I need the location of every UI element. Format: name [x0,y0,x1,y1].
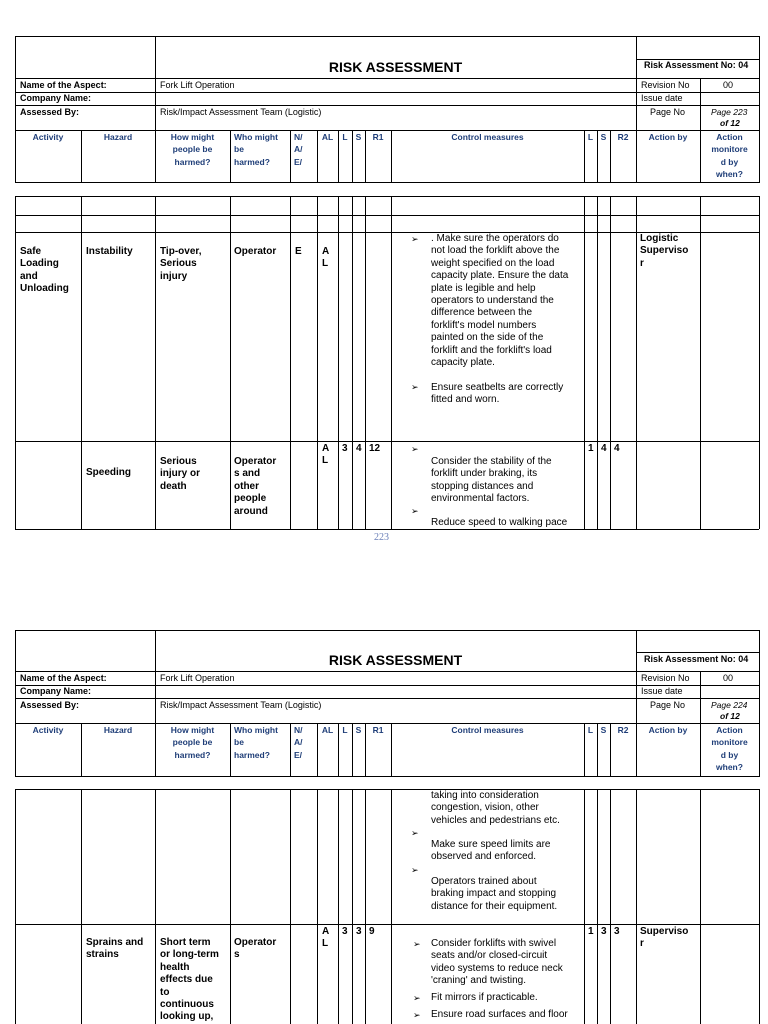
page-no-value: Page 223 [711,107,748,117]
bullet-arrow-icon: ➢ [411,865,419,875]
row1-control-a: . Make sure the operators do not load the forklift above the weight specified on the load capacity plate. Ensure the data plate is legible and help operators to understand the difference between the forklift's model numbers painted on the side of the forklift and the forklift's load capacity plate. [431,233,569,369]
col-activity: Activity [32,132,64,142]
assessed-by-value: Risk/Impact Assessment Team (Logistic) [160,107,322,117]
col-al: AL [321,132,334,142]
row4-action-by: Superviso r [640,926,689,950]
col-control-measures: Control measures [451,725,524,735]
bullet-arrow-icon: ➢ [413,993,421,1003]
aspect-value: Fork Lift Operation [160,80,235,90]
col-hazard: Hazard [103,725,133,735]
row4-control-a: Consider forklifts with swivel seats and/or closed-circuit video systems to reduce neck 'craning' and twisting. [431,938,563,987]
row4-l2: 1 [588,926,594,937]
bullet-arrow-icon: ➢ [411,828,419,838]
row2-l2: 1 [588,443,594,454]
col-action-by: Action by [648,725,688,735]
row4-s2: 3 [601,926,607,937]
row2-who-harmed: Operator s and other people around [234,456,277,517]
aspect-value: Fork Lift Operation [160,673,235,683]
risk-assessment-number: Risk Assessment No: 04 [644,60,749,70]
row2-how-harmed: Serious injury or death [160,456,201,492]
page-no-value: Page 224 [711,700,748,710]
row1-hazard: Instability [86,246,133,257]
col-monitored: Action monitore d by when? [711,725,748,772]
aspect-label: Name of the Aspect: [20,673,107,683]
col-s: S [355,132,362,142]
col-r1: R1 [372,132,384,142]
row4-r1: 9 [369,926,375,937]
row3-control-c: Operators trained about braking impact and stopping distance for their equipment. [431,876,558,912]
row2-r1: 12 [369,443,381,454]
revision-label: Revision No [641,673,690,683]
row4-control-c: Ensure road surfaces and floor [431,1009,568,1020]
risk-assessment-number: Risk Assessment No: 04 [644,654,749,664]
col-l: L [342,725,348,735]
company-label: Company Name: [20,93,92,103]
row2-control-b: Reduce speed to walking pace [431,517,568,528]
page-no-label: Page No [650,700,686,710]
revision-value: 00 [723,80,734,90]
row2-control-a: Consider the stability of the forklift under braking, its stopping distances and environmental factors. [431,456,552,505]
row3-control-b: Make sure speed limits are observed and enforced. [431,839,551,863]
assessed-by-label: Assessed By: [20,700,80,710]
assessed-by-label: Assessed By: [20,107,80,117]
col-hazard: Hazard [103,132,133,142]
company-label: Company Name: [20,686,92,696]
document-title: RISK ASSESSMENT [328,59,463,75]
page-no-total: of 12 [720,118,740,128]
page-footer-number: 223 [374,532,389,543]
bullet-arrow-icon: ➢ [411,444,419,454]
row1-action-by: Logistic Superviso r [640,233,689,269]
col-who-harmed: Who might be harmed? [234,132,278,167]
row4-hazard: Sprains and strains [86,937,144,961]
row2-s2: 4 [601,443,607,454]
issue-date-label: Issue date [641,686,683,696]
col-l2: L [587,725,594,735]
row1-who-harmed: Operator [234,246,277,257]
bullet-arrow-icon: ➢ [411,506,419,516]
col-l: L [342,132,348,142]
row4-s: 3 [356,926,362,937]
col-nae: N/ A/ E/ [294,132,303,167]
issue-date-label: Issue date [641,93,683,103]
col-s: S [355,725,362,735]
row4-who-harmed: Operator s [234,937,277,961]
row4-al: A L [322,926,330,950]
row2-al: A L [322,443,330,467]
page-no-label: Page No [650,107,686,117]
col-al: AL [321,725,334,735]
row2-hazard: Speeding [86,467,132,478]
bullet-arrow-icon: ➢ [411,382,419,392]
col-how-harmed: How might people be harmed? [170,132,215,167]
col-l2: L [587,132,594,142]
col-r2: R2 [617,132,629,142]
row2-l: 3 [342,443,348,454]
revision-value: 00 [723,673,734,683]
row1-control-b: Ensure seatbelts are correctly fitted and worn. [431,382,564,406]
col-r2: R2 [617,725,629,735]
col-how-harmed: How might people be harmed? [170,725,215,760]
revision-label: Revision No [641,80,690,90]
row1-activity: Safe Loading and Unloading [20,246,69,295]
row1-how-harmed: Tip-over, Serious injury [160,246,202,282]
row4-control-b: Fit mirrors if practicable. [431,992,538,1003]
col-action-by: Action by [648,132,688,142]
row1-al: A L [322,246,330,270]
bullet-arrow-icon: ➢ [413,1010,421,1020]
row1-nae: E [295,246,302,257]
row4-r2: 3 [614,926,620,937]
bullet-arrow-icon: ➢ [411,234,419,244]
assessed-by-value: Risk/Impact Assessment Team (Logistic) [160,700,322,710]
col-s2: S [600,725,607,735]
row3-control-a: taking into consideration congestion, vision, other vehicles and pedestrians etc. [431,790,560,826]
col-r1: R1 [372,725,384,735]
col-control-measures: Control measures [451,132,524,142]
col-monitored: Action monitore d by when? [711,132,748,179]
row4-how-harmed: Short term or long-term health effects due to continuous looking up, [160,937,219,1023]
row2-s: 4 [356,443,362,454]
bullet-arrow-icon: ➢ [413,939,421,949]
row4-l: 3 [342,926,348,937]
aspect-label: Name of the Aspect: [20,80,107,90]
document-title: RISK ASSESSMENT [328,652,463,668]
col-s2: S [600,132,607,142]
page-no-total: of 12 [720,711,740,721]
col-activity: Activity [32,725,64,735]
col-nae: N/ A/ E/ [294,725,303,760]
col-who-harmed: Who might be harmed? [234,725,278,760]
row2-r2: 4 [614,443,620,454]
